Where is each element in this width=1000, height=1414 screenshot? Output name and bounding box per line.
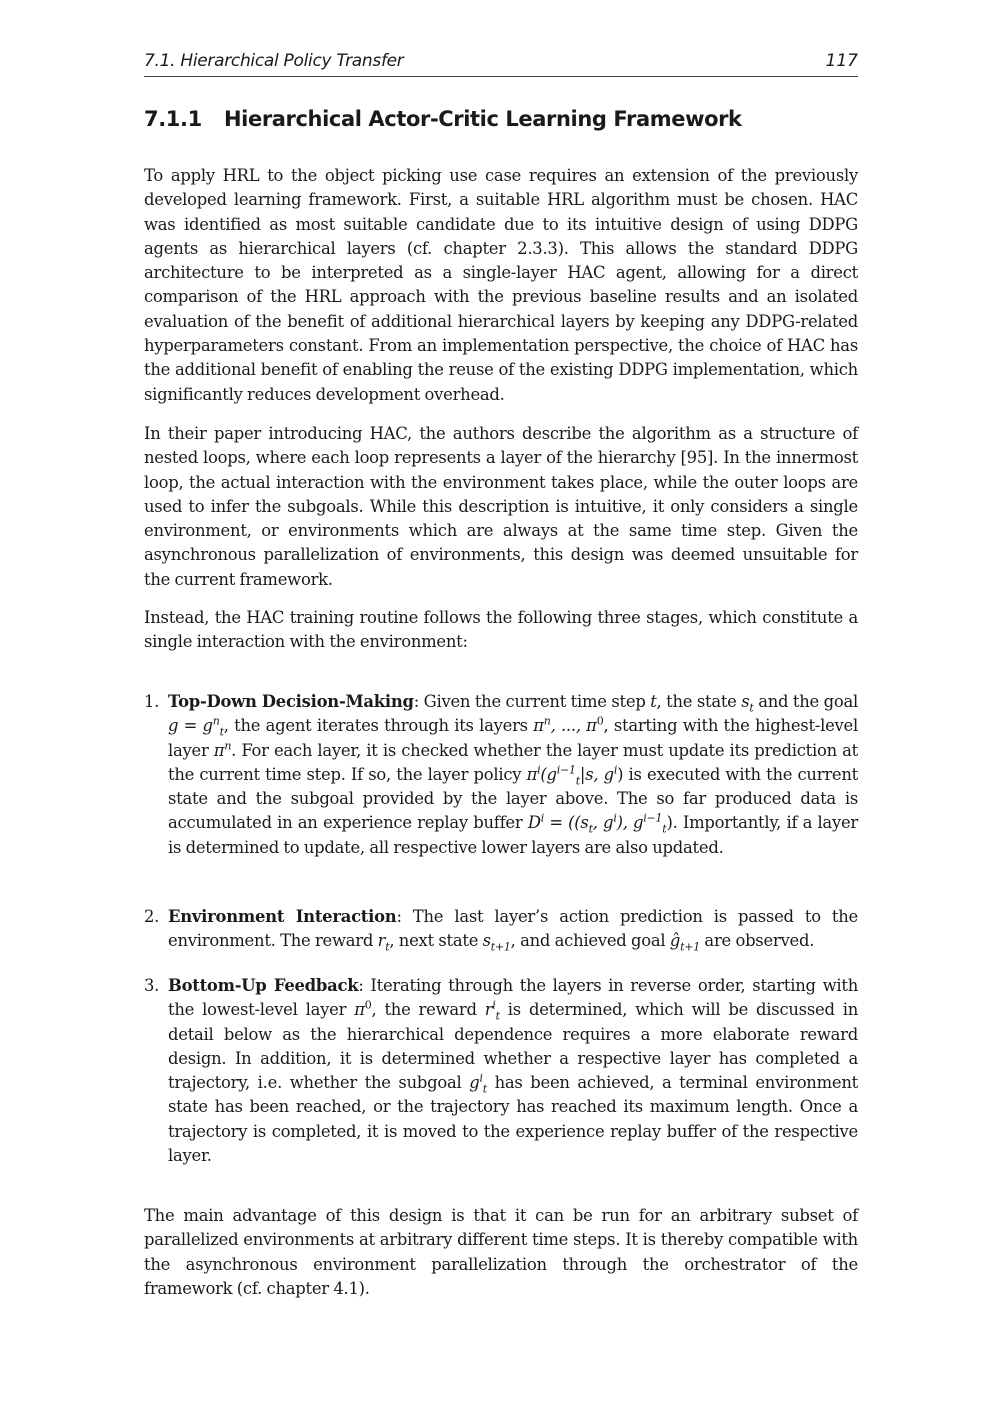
section-heading <box>144 107 858 131</box>
math-sup: i−1 <box>643 812 663 826</box>
math-sub: t <box>588 822 593 836</box>
text: is executed with the current state and the subgoal provided by the layer above. The so far produced data is accumulated in an experience replay buffer <box>168 764 858 833</box>
text: are observed. <box>699 931 815 951</box>
math: s <box>741 692 750 711</box>
list-term: Bottom-Up Feedback <box>168 976 359 995</box>
math-sup: i <box>613 812 617 826</box>
math-sub: t+1 <box>680 940 700 954</box>
text: : The last layer’s action prediction is passed to the environment. The reward <box>168 907 858 951</box>
list-item-top-down <box>144 690 858 860</box>
text: : Given the current time step <box>413 692 651 711</box>
math-sub: t <box>219 725 224 739</box>
math: ), g <box>616 813 644 833</box>
text: , starting with the highest-level layer <box>168 716 858 760</box>
list-item-content <box>168 974 858 1168</box>
math-sup: n <box>212 714 220 728</box>
text: is determined, which will be discussed in detail below as the hierarchical dependence requires a more elaborate reward design. In addition, it is determined whether a respective layer has completed a trajectory, i.e. whether the subgoal <box>168 1000 858 1093</box>
math: |s, g <box>579 764 614 784</box>
math-sub: t+1 <box>490 940 511 954</box>
math: D <box>527 813 541 833</box>
paragraph-4: The main advantage of this design is that it can be run for an arbitrary subset of parallelized environments at arbitrary different time steps. It is thereby compatible with the asynchronous environment parallelization through the orchestrator of the framework (cf. chapter 4.1). <box>144 1206 858 1298</box>
section-title: Hierarchical Actor-Critic Learning Framework <box>224 107 742 131</box>
list-item-bottom-up <box>144 974 858 1168</box>
text: . For each layer, it is checked whether the layer must update its prediction at the current time step. If so, the layer policy <box>168 740 858 784</box>
text: , the state <box>656 692 742 711</box>
section-number: 7.1.1 <box>144 107 202 131</box>
math-sup: n <box>224 739 232 753</box>
math-sub: t <box>662 822 667 836</box>
math: π <box>354 1000 365 1020</box>
math-sup: i <box>613 763 618 777</box>
math-sup: 0 <box>596 714 604 728</box>
text: , and achieved goal <box>510 931 670 951</box>
text: : Iterating through the layers in reverse order, starting with the lowest-level layer <box>168 976 858 1020</box>
math-sub: t <box>575 774 580 788</box>
math: r <box>484 1000 493 1020</box>
text: , the agent iterates through its layers <box>223 716 534 736</box>
math-sub: t <box>482 1082 487 1096</box>
text: , the reward <box>371 1000 485 1020</box>
math-sup: 0 <box>364 998 372 1012</box>
math-sup: i <box>479 1071 483 1085</box>
math-sub: t <box>749 701 754 715</box>
paragraph-2: In their paper introducing HAC, the authors describe the algorithm as a structure of nested loops, where each loop represents a layer of the hierarchy [95]. In the innermost loop, the actual interaction with the environment takes place, while the outer loops are used to infer the subgoals. While this description is intuitive, it only considers a single environment, or environments which are always at the same time step. Given the asynchronous parallelization of environments, this design was deemed unsuitable for the current framework. <box>144 424 858 589</box>
list-term: Top-Down Decision-Making <box>168 692 414 711</box>
list-marker: 2. <box>144 907 160 926</box>
math: s <box>482 931 491 951</box>
math-sup: n <box>543 714 551 728</box>
running-header <box>144 50 858 77</box>
math: t <box>650 692 657 711</box>
list-item-environment-interaction <box>144 905 858 954</box>
math-sub: t <box>495 1009 500 1023</box>
paragraph-1: To apply HRL to the object picking use case requires an extension of the previously developed learning framework. First, a suitable HRL algorithm must be chosen. HAC was identified as most suitable candidate due to its intuitive design of using DDPG agents as hierarchical layers (cf. chapter 2.3.3). This allows the standard DDPG architecture to be interpreted as a single-layer HAC agent, allowing for a direct comparison of the HRL approach with the previous baseline results and an isolated evaluation of the benefit of additional hierarchical layers by keeping any DDPG-related hyperparameters constant. From an implementation perspective, the choice of HAC has the additional benefit of enabling the reuse of the existing DDPG implementation, which significantly reduces development overhead. <box>144 166 858 404</box>
math: r <box>377 931 386 951</box>
text: has been achieved, a terminal environment state has been reached, or the trajectory has reached its maximum length. Once a trajectory is completed, it is moved to the experience replay buffer of the respective layer. <box>168 1073 858 1166</box>
math: , ..., π <box>550 716 597 736</box>
paragraph-3: Instead, the HAC training routine follows the following three stages, which constitute a single interaction with the environment: <box>144 608 858 652</box>
list-term: Environment Interaction <box>168 907 397 926</box>
list-marker: 1. <box>144 692 160 711</box>
math: (g <box>540 764 557 784</box>
math: ) <box>617 764 624 784</box>
math-sup: i <box>537 763 541 777</box>
math: , g <box>592 813 614 833</box>
math: π <box>213 740 225 760</box>
math: π <box>533 716 544 736</box>
list-item-content <box>168 905 858 954</box>
text: ). Importantly, if a layer is determined to update, all respective lower layers are also updated. <box>168 813 858 857</box>
list-item-content <box>168 690 858 860</box>
math-sup: i−1 <box>556 763 576 777</box>
page-number: 117 <box>825 51 858 71</box>
math: = ((s <box>544 813 589 833</box>
math: ĝ <box>669 931 681 951</box>
math-sup: i <box>540 812 544 826</box>
math-sup: i <box>492 998 496 1012</box>
running-title: 7.1. Hierarchical Policy Transfer <box>144 51 404 71</box>
math-sub: t <box>385 940 390 954</box>
text: and the goal <box>753 692 858 711</box>
text: , next state <box>389 931 483 951</box>
list-marker: 3. <box>144 976 160 995</box>
math: g <box>469 1073 480 1093</box>
math: π <box>526 764 538 784</box>
math: g = g <box>168 716 213 736</box>
